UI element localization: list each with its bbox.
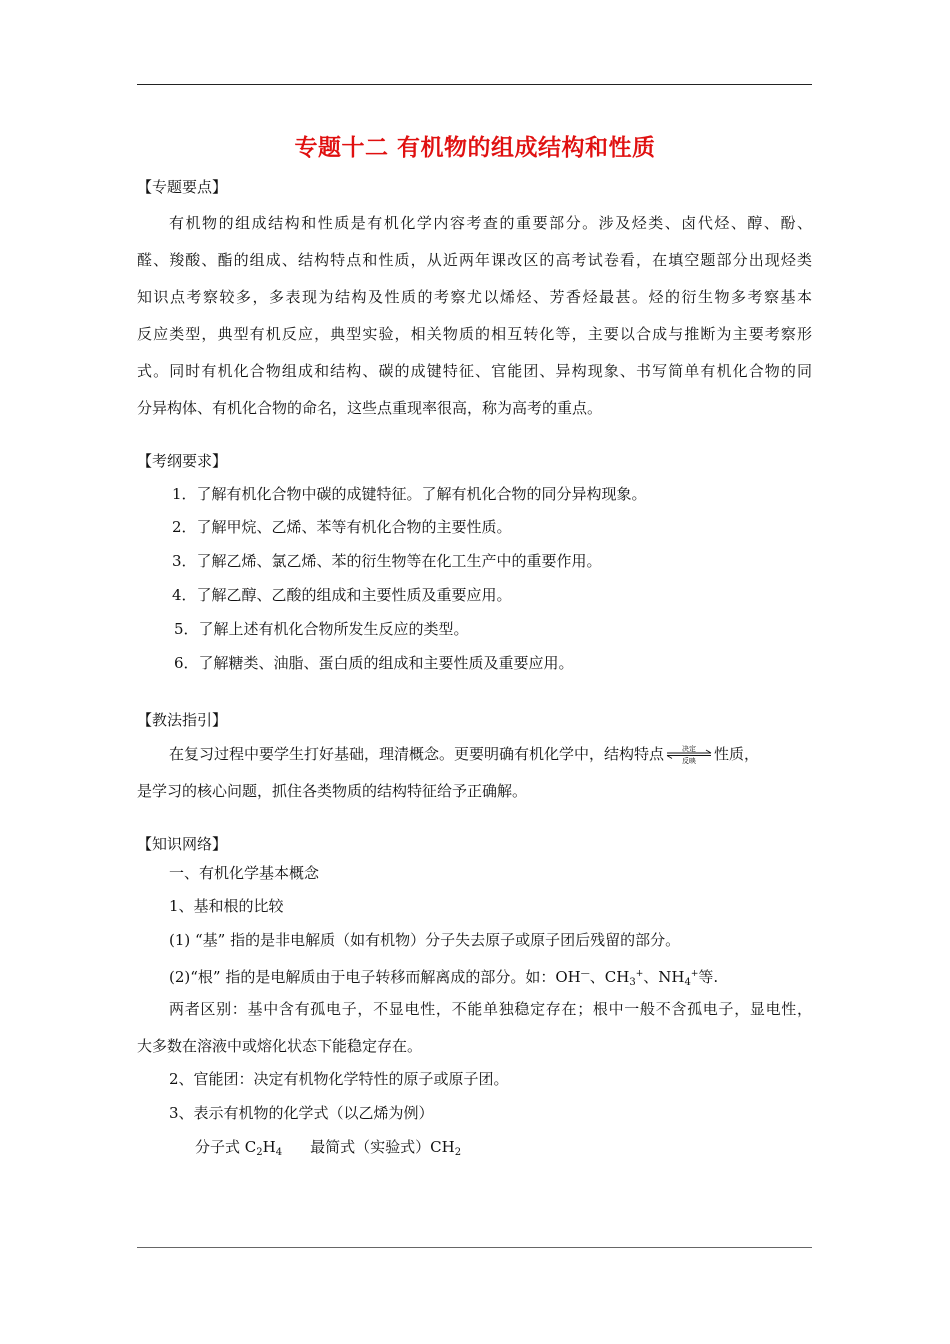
syllabus-item-1: 1．了解有机化合物中碳的成键特征。了解有机化合物的同分异构现象。	[172, 485, 647, 503]
network-line-5: 两者区别：基中含有孤电子，不显电性，不能单独稳定存在；根中一般不含孤电子，显电性，	[169, 1000, 812, 1018]
network-line-4: (2)“根” 指的是电解质由于电子转移而解离成的部分。如：OH—、$CH_3^+$、$NH_4^+$等.	[169, 968, 719, 988]
header-rule	[137, 84, 812, 85]
key-points-line-6: 分异构体、有机化合物的命名，这些点重现率很高，称为高考的重点。	[137, 399, 603, 417]
syllabus-item-2: 2．了解甲烷、乙烯、苯等有机化合物的主要性质。	[172, 518, 512, 536]
empirical-formula: $CH_2$	[430, 1138, 462, 1158]
syllabus-item-3: 3．了解乙烯、氯乙烯、苯的衍生物等在化工生产中的重要作用。	[172, 552, 602, 570]
key-points-line-2: 醛、羧酸、酯的组成、结构特点和性质，从近两年课改区的高考试卷看，在填空题部分出现烃类	[137, 251, 812, 269]
teaching-text-after: 性质，	[714, 745, 760, 763]
page-title: 专题十二 有机物的组成结构和性质	[294, 135, 656, 161]
key-points-line-5: 式。同时有机化合物组成和结构、碳的成键特征、官能团、异构现象、书写简单有机化合物的同	[137, 362, 812, 380]
ion-methyl-cation: $CH_3^+$	[604, 968, 644, 988]
syllabus-item-5: 5．了解上述有机化合物所发生反应的类型。	[174, 620, 469, 638]
section-heading-key-points: 【专题要点】	[137, 178, 228, 196]
network-line-6: 大多数在溶液中或熔化状态下能稳定存在。	[137, 1037, 423, 1055]
ion-ammonium: $NH_4^+$	[658, 968, 699, 988]
arrow-label-bottom: 反映	[682, 757, 697, 764]
teaching-text-before: 在复习过程中要学生打好基础，理清概念。更要明确有机化学中，结构特点	[169, 745, 665, 763]
section-heading-syllabus: 【考纲要求】	[137, 452, 228, 470]
footer-rule	[137, 1247, 812, 1248]
network-line-2: 1、基和根的比较	[169, 897, 284, 915]
syllabus-item-4: 4．了解乙醇、乙酸的组成和主要性质及重要应用。	[172, 586, 512, 604]
section-heading-teaching: 【教法指引】	[137, 711, 228, 729]
key-points-line-1: 有机物的组成结构和性质是有机化学内容考查的重要部分。涉及烃类、卤代烃、醇、酚、	[169, 214, 812, 232]
equilibrium-arrow-icon	[664, 744, 714, 764]
network-line-8: 3、表示有机物的化学式（以乙烯为例）	[169, 1104, 434, 1122]
molecular-formula: $C_2H_4$	[244, 1138, 283, 1158]
network-line-3: (1) “基” 指的是非电解质（如有机物）分子失去原子或原子团后残留的部分。	[169, 931, 681, 949]
key-points-line-3: 知识点考察较多，多表现为结构及性质的考察尤以烯烃、芳香烃最甚。烃的衍生物多考察基本	[137, 288, 812, 306]
teaching-line-1	[169, 744, 759, 765]
network-line-7: 2、官能团：决定有机物化学特性的原子或原子团。	[169, 1070, 509, 1088]
ion-hydroxide: OH—	[555, 968, 590, 986]
network-line-1: 一、有机化学基本概念	[169, 864, 320, 882]
section-heading-network: 【知识网络】	[137, 835, 228, 853]
syllabus-item-6: 6．了解糖类、油脂、蛋白质的组成和主要性质及重要应用。	[174, 654, 574, 672]
teaching-line-2: 是学习的核心问题，抓住各类物质的结构特征给予正确解。	[137, 782, 528, 800]
arrow-label-top: 决定	[682, 745, 697, 753]
key-points-line-4: 反应类型，典型有机反应，典型实验，相关物质的相互转化等，主要以合成与推断为主要考察形	[137, 325, 812, 343]
network-line-9: 分子式 $C_2H_4$ 最简式（实验式）$CH_2$	[195, 1138, 462, 1158]
